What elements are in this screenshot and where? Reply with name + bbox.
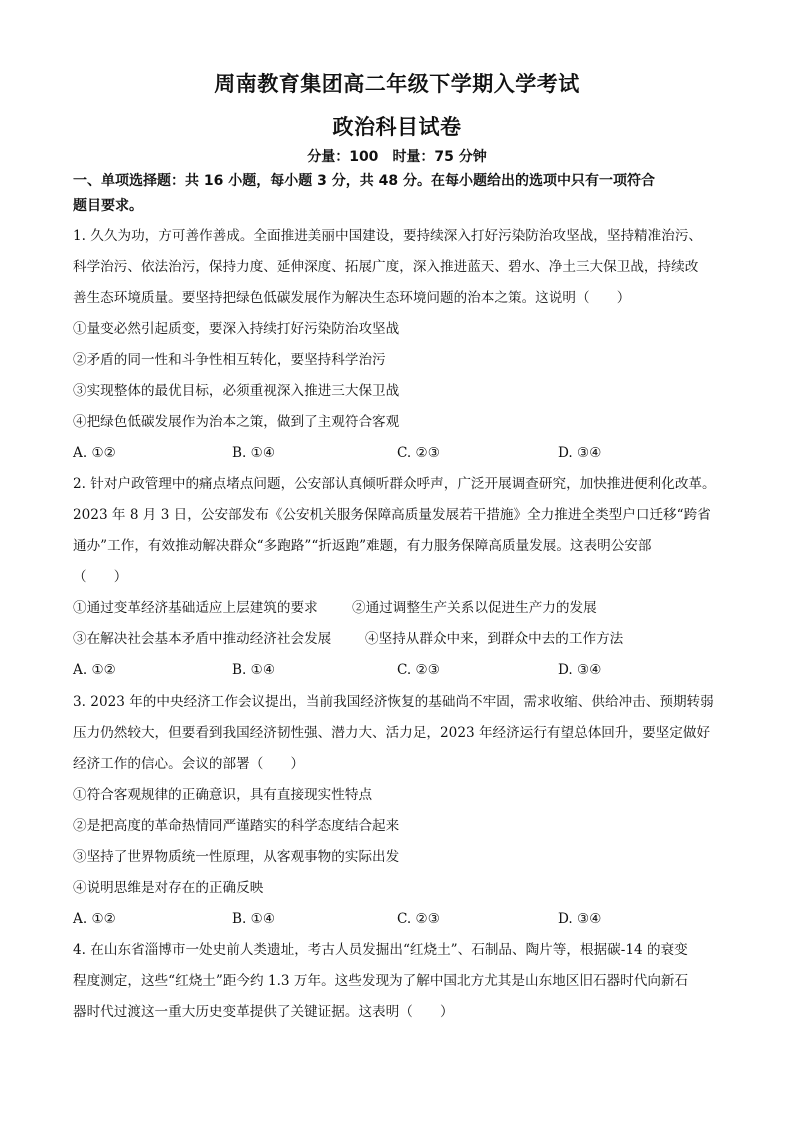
q1-item-4: ④把绿色低碳发展作为治本之策，做到了主观符合客观: [73, 414, 400, 430]
q3-option-c[interactable]: C. ②③: [397, 911, 440, 927]
q3-item-1: ①符合客观规律的正确意识，具有直接现实性特点: [73, 787, 373, 803]
section-heading-line2: 题目要求。: [73, 198, 143, 214]
q1-item-3: ③实现整体的最优目标，必须重视深入推进三大保卫战: [73, 383, 400, 399]
q3-item-3: ③坚持了世界物质统一性原理，从客观事物的实际出发: [73, 849, 400, 865]
q1-option-a[interactable]: A. ①②: [73, 445, 116, 461]
q3-stem-line1: 3. 2023 年的中央经济工作会议提出，当前我国经济恢复的基础尚不牢固，需求收缩、供给冲击、预期转弱: [73, 694, 714, 710]
q2-item-3: ③在解决社会基本矛盾中推动经济社会发展: [73, 631, 332, 647]
exam-title: 周南教育集团高二年级下学期入学考试: [214, 72, 580, 96]
q3-stem-line3: 经济工作的信心。会议的部署（ ）: [73, 756, 305, 772]
q2-option-d[interactable]: D. ③④: [558, 662, 602, 678]
q2-stem-line4: （ ）: [73, 569, 128, 585]
q2-stem-line3: 通办”工作，有效推动解决群众“多跑路”“折返跑”难题，有力服务保障高质量发展。这表明公安部: [73, 538, 652, 554]
q3-item-2: ②是把高度的革命热情同严谨踏实的科学态度结合起来: [73, 818, 400, 834]
q2-item-1: ①通过变革经济基础适应上层建筑的要求: [73, 600, 318, 616]
q3-stem-line2: 压力仍然较大，但要看到我国经济韧性强、潜力大、活力足，2023 年经济运行有望总体回升，要坚定做好: [73, 725, 711, 741]
q2-stem-line2: 2023 年 8 月 3 日，公安部发布《公安机关服务保障高质量发展若干措施》全力推进全类型户口迁移“跨省: [73, 507, 711, 523]
q2-option-b[interactable]: B. ①④: [232, 662, 276, 678]
q3-option-a[interactable]: A. ①②: [73, 911, 116, 927]
q1-stem-line1: 1. 久久为功，方可善作善成。全面推进美丽中国建设，要持续深入打好污染防治攻坚战，坚持精准治污、: [73, 228, 703, 244]
q1-option-c[interactable]: C. ②③: [397, 445, 440, 461]
q1-option-d[interactable]: D. ③④: [558, 445, 602, 461]
q3-option-d[interactable]: D. ③④: [558, 911, 602, 927]
q1-item-1: ①量变必然引起质变，要深入持续打好污染防治攻坚战: [73, 321, 400, 337]
q4-stem-line3: 器时代过渡这一重大历史变革提供了关键证据。这表明（ ）: [73, 1004, 454, 1020]
q3-item-4: ④说明思维是对存在的正确反映: [73, 880, 264, 896]
score-label: 分量：100: [307, 149, 379, 165]
exam-subject: 政治科目试卷: [332, 115, 462, 139]
q2-stem-line1: 2. 针对户政管理中的痛点堵点问题，公安部认真倾听群众呼声，广泛开展调查研究，加快推进便利化改革。: [73, 476, 716, 492]
q2-item-4: ④坚持从群众中来，到群众中去的工作方法: [365, 631, 624, 647]
q2-option-c[interactable]: C. ②③: [397, 662, 440, 678]
exam-meta: [0, 146, 794, 166]
q2-option-a[interactable]: A. ①②: [73, 662, 116, 678]
q3-option-b[interactable]: B. ①④: [232, 911, 276, 927]
time-label: 时量：75 分钟: [392, 149, 487, 165]
q1-item-2: ②矛盾的同一性和斗争性相互转化，要坚持科学治污: [73, 352, 386, 368]
q4-stem-line2: 程度测定，这些“红烧土”距今约 1.3 万年。这些发现为了解中国北方尤其是山东地区旧石器时代向新石: [73, 973, 689, 989]
q2-item-2: ②通过调整生产关系以促进生产力的发展: [352, 600, 597, 616]
q4-stem-line1: 4. 在山东省淄博市一处史前人类遗址，考古人员发掘出“红烧土”、石制品、陶片等，根据碳-14 的衰变: [73, 942, 688, 958]
q1-option-b[interactable]: B. ①④: [232, 445, 276, 461]
q1-stem-line3: 善生态环境质量。要坚持把绿色低碳发展作为解决生态环境问题的治本之策。这说明（ ）: [73, 290, 631, 306]
section-heading-line1: 一、单项选择题：共 16 小题，每小题 3 分，共 48 分。在每小题给出的选项中只有一项符合: [73, 173, 655, 189]
q1-stem-line2: 科学治污、依法治污，保持力度、延伸深度、拓展广度，深入推进蓝天、碧水、净土三大保卫战，持续改: [73, 259, 699, 275]
